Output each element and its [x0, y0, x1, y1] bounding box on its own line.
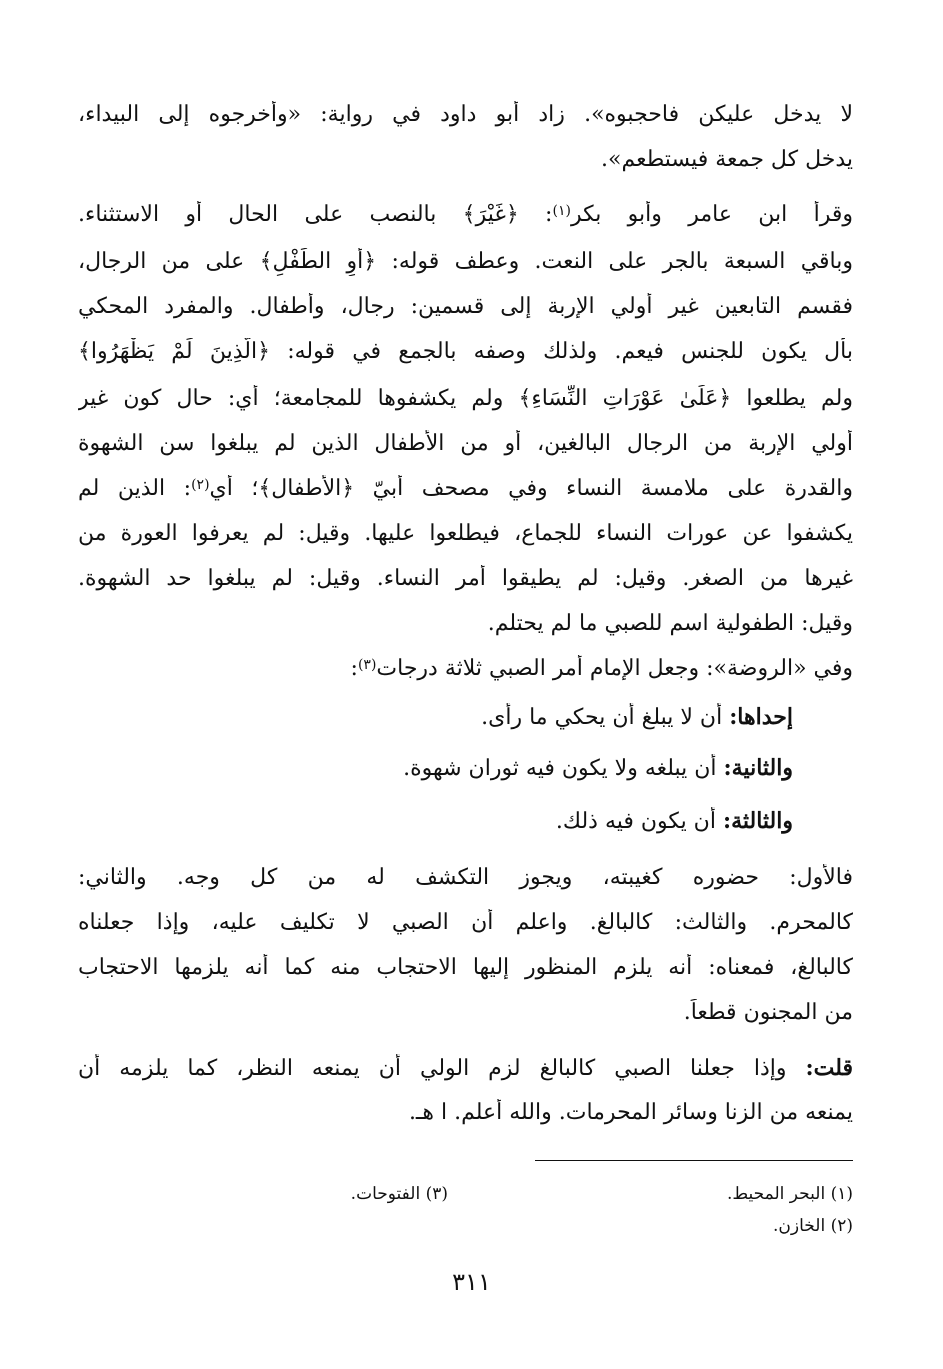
paragraph-4-line-1: فالأول: حضوره كغيبته، ويجوز التكشف له من كل وجه. والثاني: — [78, 865, 853, 890]
paragraph-2-line-7-end: : الذين لم — [78, 476, 192, 501]
footnote-separator — [535, 1160, 853, 1161]
list-item-3 — [78, 807, 793, 836]
paragraph-1-line-2: يدخل كل جمعة فيستطعم». — [601, 147, 853, 172]
list-item-2 — [78, 754, 793, 783]
paragraph-2-line-5: ولم يطلعوا ﴿عَلَىٰ عَوْرَاتِ النِّسَاءِ﴾ ولم يكشفوها للمجامعة؛ أي: حال كون غير — [78, 386, 853, 411]
paragraph-3-intro-end: : — [350, 656, 358, 681]
footnote-ref-2: (٢) — [191, 477, 210, 493]
paragraph-2-line-7-start: والقدرة على ملامسة النساء وفي مصحف أبيّ ﴿الأطفال﴾؛ أي — [209, 476, 853, 501]
footnote-1: (١) البحر المحيط. — [727, 1184, 853, 1204]
paragraph-2-line-9: غيرها من الصغر. وقيل: لم يطيقوا أمر النساء. وقيل: لم يبلغوا حد الشهوة. — [78, 566, 853, 591]
footnote-ref-3: (٣) — [357, 657, 377, 673]
paragraph-2-line-4: بأل يكون للجنس فيعم. ولذلك وصفه بالجمع في قوله: ﴿الَّذِينَ لَمْ يَظْهَرُوا﴾ — [78, 339, 853, 364]
list-item-3-text: أن يكون فيه ذلك. — [555, 809, 723, 834]
paragraph-1-line-1: لا يدخل عليكن فاحجبوه». زاد أبو داود في رواية: «وأخرجوه إلى البيداء، — [78, 102, 853, 127]
paragraph-2-line-6: أولي الإربة من الرجال البالغين، أو من الأطفال الذين لم يبلغوا سن الشهوة — [78, 431, 853, 456]
paragraph-2-line-1-start: وقرأ ابن عامر وأبو بكر — [570, 202, 853, 227]
paragraph-3-intro-text: وفي «الروضة»: وجعل الإمام أمر الصبي ثلاثة درجات — [376, 656, 853, 681]
paragraph-2-line-8: يكشفوا عن عورات النساء للجماع، فيطلعوا عليها. وقيل: لم يعرفوا العورة من — [78, 521, 853, 546]
paragraph-2-line-1 — [78, 201, 853, 229]
paragraph-2-line-7 — [78, 475, 853, 503]
paragraph-5-label: قلت: — [805, 1055, 853, 1081]
list-item-1 — [78, 703, 793, 732]
list-item-2-label: والثانية: — [723, 755, 793, 781]
paragraph-4-line-2: كالمحرم. والثالث: كالبالغ. واعلم أن الصبي لا تكليف عليه، وإذا جعلناه — [78, 910, 853, 935]
paragraph-5-line-1 — [78, 1054, 853, 1083]
paragraph-2-line-2: وباقي السبعة بالجر على النعت. وعطف قوله: ﴿أَوِ الطِّفْلِ﴾ على من الرجال، — [78, 249, 853, 274]
list-item-1-text: أن لا يبلغ أن يحكي ما رأى. — [481, 705, 730, 730]
paragraph-2-line-1-end: : ﴿غَيْرَ﴾ بالنصب على الحال أو الاستثناء. — [78, 202, 553, 227]
paragraph-4-line-3: كالبالغ، فمعناه: أنه يلزم المنظور إليها الاحتجاب منه كما أنه يلزمها الاحتجاب — [78, 955, 853, 980]
footnote-ref-1: (١) — [552, 203, 571, 219]
page-number: ٣١١ — [452, 1268, 491, 1296]
paragraph-2-line-3: فقسم التابعين غير أولي الإربة إلى قسمين: رجال، وأطفال. والمفرد المحكي — [78, 294, 853, 319]
footnote-3: (٣) الفتوحات. — [350, 1184, 448, 1204]
footnote-2: (٢) الخازن. — [773, 1216, 853, 1236]
paragraph-5-line-1-text: وإذا جعلنا الصبي كالبالغ لزم الولي أن يمنعه النظر، كما يلزمه أن — [78, 1056, 806, 1081]
paragraph-2-line-10: وقيل: الطفولية اسم للصبي ما لم يحتلم. — [487, 611, 853, 636]
paragraph-3-intro — [78, 655, 853, 683]
paragraph-4-line-4: من المجنون قطعاً. — [683, 1000, 853, 1025]
list-item-2-text: أن يبلغه ولا يكون فيه ثوران شهوة. — [403, 756, 724, 781]
list-item-1-label: إحداها: — [729, 704, 793, 730]
list-item-3-label: والثالثة: — [722, 808, 793, 834]
paragraph-5-line-2: يمنعه من الزنا وسائر المحرمات. والله أعلم. ا هـ. — [408, 1100, 853, 1125]
